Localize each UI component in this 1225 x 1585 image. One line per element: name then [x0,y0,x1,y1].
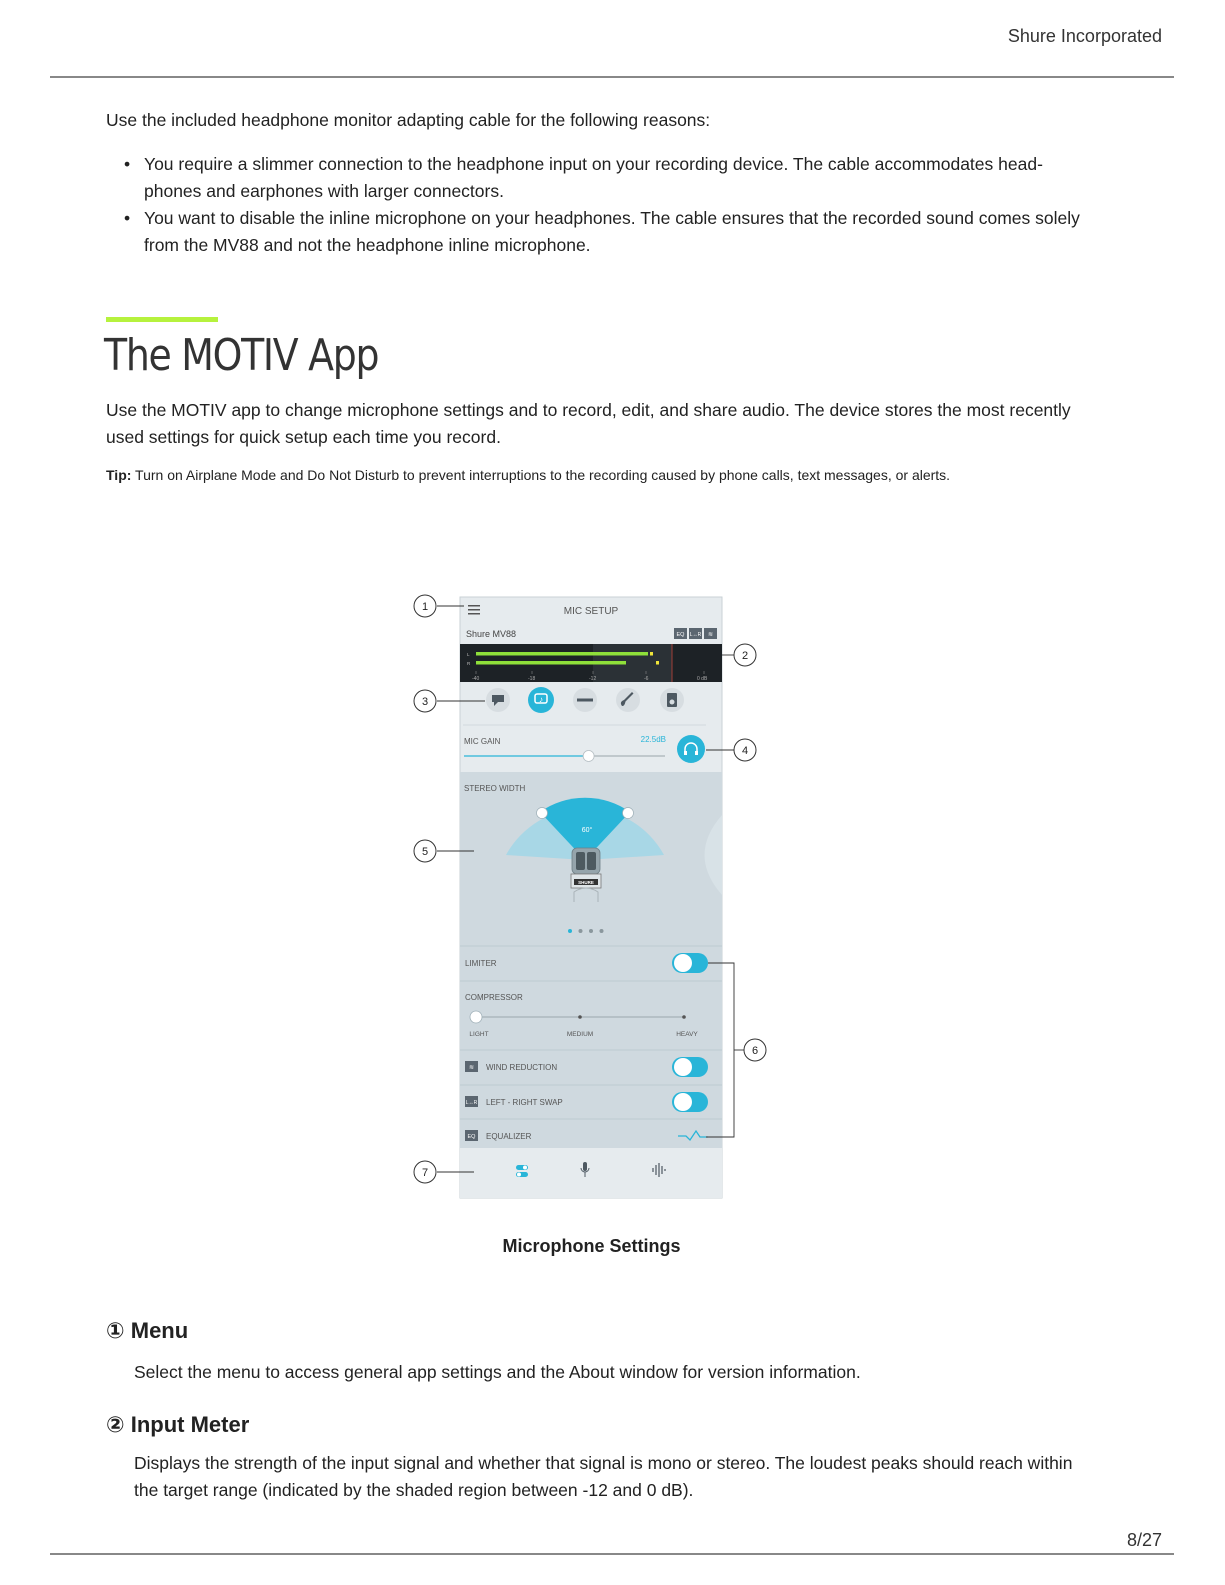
headphone-monitor-icon [677,735,705,763]
input-meter-text: Displays the strength of the input signal and whether that signal is mono or stereo. The loudest peaks should reach within the target range (indicated by the shaded region between -12 and 0 dB). [134,1453,1073,1500]
intro-lead: Use the included headphone monitor adapting cable for the following reasons: [106,110,711,130]
figure-caption: Microphone Settings [502,1236,681,1256]
header-company: Shure Incorporated [1007,26,1162,46]
bullet-item: • You require a slimmer connection to the headphone input on your recording device. The cable accommodates head- phones and earphones with larger connectors. [124,154,1043,201]
svg-text:L↔R: L↔R [689,632,702,638]
meter-bar-right [476,661,626,665]
tip-note: Tip: Turn on Airplane Mode and Do Not Disturb to prevent interruptions to the recording caused by phone calls, text messages, or alerts. [106,467,951,483]
meter-tick: -18 [528,676,536,682]
menu-heading: ① Menu [106,1318,189,1343]
bottom-tab-bar [460,1148,722,1198]
page-dot [579,929,583,933]
svg-text:4: 4 [741,745,749,757]
header-rule [50,76,1174,78]
svg-text:LEFT - RIGHT SWAP: LEFT - RIGHT SWAP [486,1098,563,1107]
svg-text:1: 1 [421,601,429,613]
footer-rule [50,1553,1174,1555]
input-meter-heading: ② Input Meter [106,1412,250,1437]
meter-tick: -6 [644,676,649,682]
mic-gain-value: 22.5dB [640,735,666,744]
svg-text:R: R [467,661,471,666]
screen-title: MIC SETUP [563,606,619,617]
peak-left [650,652,653,656]
meter-bar-left [476,652,648,656]
width-handle-left [537,808,548,819]
input-meter [460,644,722,682]
meter-tick: -12 [589,676,597,682]
svg-text:6: 6 [751,1045,759,1057]
svg-text:LIMITER: LIMITER [465,959,497,968]
status-badges [674,628,717,639]
svg-text:STEREO WIDTH: STEREO WIDTH [464,784,526,793]
svg-text:2: 2 [741,650,749,662]
width-handle-right [623,808,634,819]
intro-bullets [106,151,1206,259]
page-number: 8/27 [1126,1530,1162,1550]
section-body: Use the MOTIV app to change microphone settings and to record, edit, and share audio. The device stores the most recently used settings for quick setup each time you record. [106,400,1071,447]
svg-text:3: 3 [421,696,429,708]
app-screenshot-figure [410,590,780,1205]
acoustic-guitar-preset-icon [616,688,640,712]
svg-text:5: 5 [421,846,429,858]
svg-text:EQ: EQ [676,632,685,638]
svg-text:LIGHT: LIGHT [469,1031,489,1038]
svg-text:≋: ≋ [468,1065,475,1071]
svg-text:L↔R: L↔R [465,1100,478,1106]
meter-tick: -40 [472,676,480,682]
bullet-item: • You want to disable the inline microphone on your headphones. The cable ensures that the recorded sound comes solely from the MV88 and not the headphone inline microphone. [124,208,1080,255]
menu-icon [468,605,480,615]
mic-gain-slider-knob [583,751,594,762]
menu-text: Select the menu to access general app settings and the About window for version information. [134,1362,861,1382]
meter-tick: 0 dB [697,676,708,682]
section-title: The MOTIV App [104,330,379,381]
svg-text:MIC GAIN: MIC GAIN [464,737,501,746]
svg-text:HEAVY: HEAVY [676,1031,698,1038]
page-dot-active [568,929,572,933]
device-name: Shure MV88 [466,629,517,639]
stereo-angle: 60° [581,827,593,834]
compressor-knob [470,1011,482,1023]
svg-text:EQUALIZER: EQUALIZER [486,1132,532,1141]
svg-text:EQ: EQ [467,1134,476,1140]
page-dot [589,929,593,933]
svg-text:SHURE: SHURE [578,880,594,886]
svg-text:WIND REDUCTION: WIND REDUCTION [486,1063,558,1072]
title-accent-bar [106,317,218,322]
peak-right [656,661,659,665]
svg-text:L: L [467,652,470,657]
svg-text:COMPRESSOR: COMPRESSOR [465,993,523,1002]
svg-text:MEDIUM: MEDIUM [566,1031,594,1038]
svg-text:≋: ≋ [707,632,714,638]
svg-text:♪: ♪ [539,695,543,704]
svg-text:7: 7 [421,1167,429,1179]
page-dot [600,929,604,933]
